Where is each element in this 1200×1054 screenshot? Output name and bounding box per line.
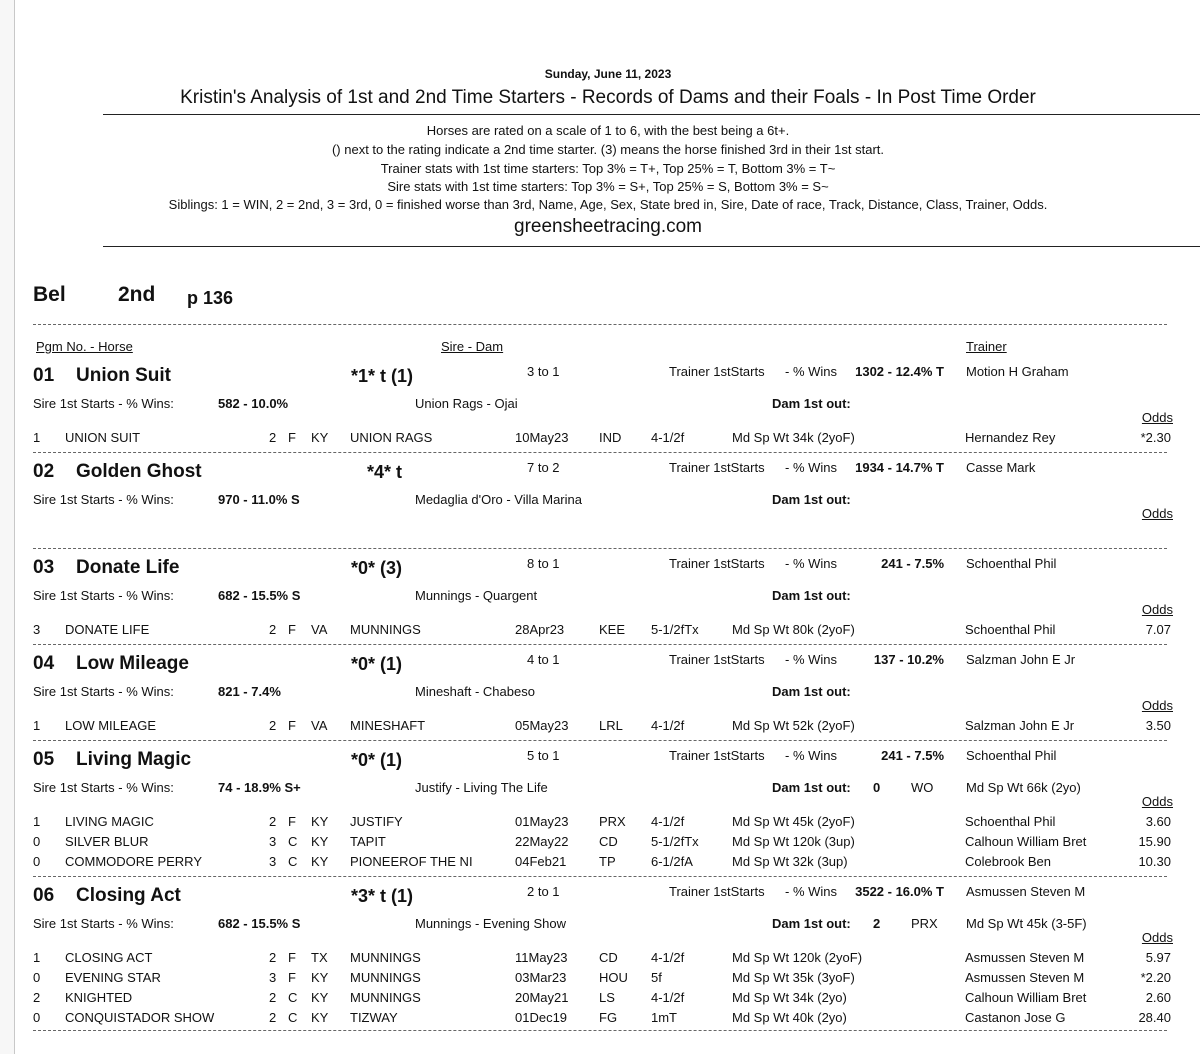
- trainer-name: Asmussen Steven M: [966, 884, 1086, 899]
- sibling-odds: *2.20: [1140, 970, 1171, 985]
- sire-dam: Justify - Living The Life: [415, 780, 548, 795]
- sibling-age: 2: [269, 1010, 277, 1025]
- dam-first-out-label: Dam 1st out:: [772, 396, 851, 411]
- dam-first-out-label: Dam 1st out:: [772, 780, 851, 795]
- pct-wins-label: - % Wins: [785, 364, 837, 379]
- sibling-odds: 2.60: [1145, 990, 1171, 1005]
- sire-stat-label: Sire 1st Starts - % Wins:: [33, 588, 174, 603]
- sibling-sire: MUNNINGS: [350, 990, 421, 1005]
- trainer-name: Salzman John E Jr: [966, 652, 1076, 667]
- sibling-class: Md Sp Wt 80k (2yoF): [732, 622, 855, 637]
- title-rule: [103, 114, 1200, 115]
- sibling-trainer: Castanon Jose G: [965, 1010, 1066, 1025]
- sibling-track: CD: [599, 950, 618, 965]
- sibling-distance: 4-1/2f: [651, 718, 685, 733]
- sibling-finish: 0: [33, 970, 41, 985]
- sibling-race-date: 20May21: [515, 990, 569, 1005]
- horse-name: Golden Ghost: [76, 461, 202, 482]
- morning-line-odds: 8 to 1: [527, 556, 560, 571]
- sibling-age: 2: [269, 718, 277, 733]
- sibling-race-date: 01Dec19: [515, 1010, 568, 1025]
- sibling-trainer: Asmussen Steven M: [965, 950, 1085, 965]
- column-header-trainer: Trainer: [966, 339, 1007, 354]
- trainer-stat-label: Trainer 1stStarts: [669, 364, 765, 379]
- entry-divider: [33, 1030, 1167, 1031]
- entry-divider: [33, 740, 1167, 741]
- sibling-sire: MUNNINGS: [350, 970, 421, 985]
- sibling-race-date: 11May23: [515, 950, 568, 965]
- sibling-race-date: 04Feb21: [515, 854, 567, 869]
- dam-first-out-class: Md Sp Wt 45k (3-5F): [966, 916, 1087, 931]
- sibling-finish: 3: [33, 622, 41, 637]
- sibling-state: KY: [311, 430, 329, 445]
- program-number: 04: [33, 653, 55, 674]
- program-number: 03: [33, 557, 55, 578]
- sibling-trainer: Calhoun William Bret: [965, 834, 1087, 849]
- sibling-race-date: 22May22: [515, 834, 569, 849]
- sire-dam: Medaglia d'Oro - Villa Marina: [415, 492, 582, 507]
- sibling-name: COMMODORE PERRY: [65, 854, 202, 869]
- sibling-sex: C: [288, 854, 298, 869]
- sibling-race-date: 01May23: [515, 814, 569, 829]
- dam-first-out-label: Dam 1st out:: [772, 492, 851, 507]
- sibling-track: PRX: [599, 814, 626, 829]
- sibling-distance: 4-1/2f: [651, 430, 685, 445]
- sibling-track: IND: [599, 430, 622, 445]
- trainer-stat-label: Trainer 1stStarts: [669, 652, 765, 667]
- sibling-distance: 5-1/2fTx: [651, 622, 699, 637]
- sibling-sex: C: [288, 1010, 298, 1025]
- sibling-sex: F: [288, 814, 296, 829]
- legend-line-trainer: Trainer stats with 1st time starters: Top 3% = T+, Top 25% = T, Bottom 3% = T~: [380, 161, 836, 176]
- sibling-odds: 10.30: [1138, 854, 1171, 869]
- trainer-stat-value: 1302 - 12.4% T: [855, 364, 944, 379]
- horse-rating: *0* (1): [351, 654, 403, 674]
- dam-first-out-track: PRX: [911, 916, 938, 931]
- entry-divider: [33, 876, 1167, 877]
- column-header-horse: Pgm No. - Horse: [36, 339, 133, 354]
- sibling-class: Md Sp Wt 45k (2yoF): [732, 814, 855, 829]
- sibling-age: 3: [269, 854, 277, 869]
- column-header-sire-dam: Sire - Dam: [441, 339, 504, 354]
- sibling-odds: *2.30: [1140, 430, 1171, 445]
- sibling-trainer: Hernandez Rey: [965, 430, 1056, 445]
- sibling-class: Md Sp Wt 35k (3yoF): [732, 970, 855, 985]
- sibling-finish: 0: [33, 834, 41, 849]
- race-number: 2nd: [118, 283, 156, 306]
- sibling-trainer: Schoenthal Phil: [965, 622, 1056, 637]
- sire-stat-value: 682 - 15.5% S: [218, 916, 301, 931]
- sibling-trainer: Colebrook Ben: [965, 854, 1051, 869]
- sibling-odds: 3.60: [1145, 814, 1171, 829]
- program-page: p 136: [187, 288, 234, 308]
- sibling-track: TP: [599, 854, 616, 869]
- sibling-sire: PIONEEROF THE NI: [350, 854, 473, 869]
- sibling-class: Md Sp Wt 120k (2yoF): [732, 950, 863, 965]
- sibling-finish: 2: [33, 990, 41, 1005]
- sibling-track: LRL: [599, 718, 623, 733]
- sibling-state: KY: [311, 854, 329, 869]
- sibling-track: HOU: [599, 970, 628, 985]
- sibling-sex: F: [288, 430, 296, 445]
- trainer-stat-label: Trainer 1stStarts: [669, 884, 765, 899]
- sibling-class: Md Sp Wt 120k (3up): [732, 834, 855, 849]
- program-number: 02: [33, 461, 55, 482]
- sibling-trainer: Asmussen Steven M: [965, 970, 1085, 985]
- sibling-class: Md Sp Wt 40k (2yo): [732, 1010, 847, 1025]
- entry-divider: [33, 548, 1167, 549]
- greensheet-page: [14, 0, 1200, 1054]
- sibling-name: SILVER BLUR: [65, 834, 149, 849]
- sibling-state: TX: [311, 950, 328, 965]
- trainer-name: Schoenthal Phil: [966, 556, 1057, 571]
- morning-line-odds: 7 to 2: [527, 460, 560, 475]
- sibling-name: CONQUISTADOR SHOW: [65, 1010, 215, 1025]
- pct-wins-label: - % Wins: [785, 556, 837, 571]
- sire-stat-value: 582 - 10.0%: [218, 396, 289, 411]
- sibling-class: Md Sp Wt 34k (2yoF): [732, 430, 855, 445]
- trainer-stat-label: Trainer 1stStarts: [669, 460, 765, 475]
- sibling-track: FG: [599, 1010, 618, 1025]
- report-date: Sunday, June 11, 2023: [544, 67, 672, 81]
- sibling-state: KY: [311, 1010, 329, 1025]
- sire-stat-value: 970 - 11.0% S: [218, 492, 300, 507]
- pct-wins-label: - % Wins: [785, 884, 837, 899]
- sibling-class: Md Sp Wt 52k (2yoF): [732, 718, 855, 733]
- odds-header: Odds: [1141, 602, 1173, 617]
- morning-line-odds: 4 to 1: [527, 652, 560, 667]
- sire-dam: Mineshaft - Chabeso: [415, 684, 535, 699]
- horse-name: Union Suit: [76, 365, 171, 386]
- sire-stat-label: Sire 1st Starts - % Wins:: [33, 396, 174, 411]
- legend-line-rating: Horses are rated on a scale of 1 to 6, with the best being a 6t+.: [426, 123, 790, 138]
- dam-first-out-label: Dam 1st out:: [772, 684, 851, 699]
- legend-line-siblings: Siblings: 1 = WIN, 2 = 2nd, 3 = 3rd, 0 = finished worse than 3rd, Name, Age, Sex, State bred in, Sire, Date of race, Track, Distance, Class, Trainer, Odds.: [168, 197, 1048, 212]
- sibling-state: KY: [311, 990, 329, 1005]
- sibling-name: LIVING MAGIC: [65, 814, 154, 829]
- sibling-name: LOW MILEAGE: [65, 718, 157, 733]
- sibling-distance: 6-1/2fA: [651, 854, 693, 869]
- sibling-state: KY: [311, 814, 329, 829]
- sibling-state: VA: [311, 718, 328, 733]
- sibling-sex: C: [288, 834, 298, 849]
- sibling-finish: 1: [33, 718, 41, 733]
- sire-stat-label: Sire 1st Starts - % Wins:: [33, 492, 174, 507]
- odds-header: Odds: [1141, 930, 1173, 945]
- sibling-age: 2: [269, 430, 277, 445]
- sibling-sex: F: [288, 622, 296, 637]
- horse-rating: *4* t: [367, 462, 403, 482]
- sibling-class: Md Sp Wt 34k (2yo): [732, 990, 847, 1005]
- sibling-distance: 1mT: [651, 1010, 677, 1025]
- sibling-sire: JUSTIFY: [350, 814, 403, 829]
- sibling-race-date: 10May23: [515, 430, 569, 445]
- sibling-state: VA: [311, 622, 328, 637]
- sibling-age: 3: [269, 834, 277, 849]
- sibling-sire: MUNNINGS: [350, 622, 421, 637]
- sibling-distance: 4-1/2f: [651, 950, 685, 965]
- pct-wins-label: - % Wins: [785, 460, 837, 475]
- dam-first-out-label: Dam 1st out:: [772, 588, 851, 603]
- sibling-name: CLOSING ACT: [65, 950, 153, 965]
- sibling-sire: MUNNINGS: [350, 950, 421, 965]
- sibling-name: UNION SUIT: [65, 430, 141, 445]
- sibling-sire: TIZWAY: [350, 1010, 398, 1025]
- trainer-stat-label: Trainer 1stStarts: [669, 748, 765, 763]
- horse-rating: *0* (1): [351, 750, 403, 770]
- divider: [33, 324, 1167, 325]
- program-number: 01: [33, 365, 55, 386]
- sibling-finish: 0: [33, 1010, 41, 1025]
- pct-wins-label: - % Wins: [785, 652, 837, 667]
- sibling-odds: 7.07: [1145, 622, 1171, 637]
- sibling-distance: 4-1/2f: [651, 814, 685, 829]
- horse-rating: *3* t (1): [351, 886, 414, 906]
- dam-first-out-label: Dam 1st out:: [772, 916, 851, 931]
- sibling-name: DONATE LIFE: [65, 622, 150, 637]
- trainer-stat-value: 241 - 7.5%: [881, 556, 944, 571]
- horse-name: Living Magic: [76, 749, 192, 770]
- sibling-odds: 15.90: [1138, 834, 1171, 849]
- sibling-sex: C: [288, 990, 298, 1005]
- website-link[interactable]: greensheetracing.com: [514, 216, 702, 237]
- sibling-distance: 4-1/2f: [651, 990, 685, 1005]
- sire-stat-label: Sire 1st Starts - % Wins:: [33, 916, 174, 931]
- sibling-age: 3: [269, 970, 277, 985]
- dam-first-out-track: WO: [911, 780, 934, 795]
- program-number: 05: [33, 749, 55, 770]
- sibling-name: EVENING STAR: [65, 970, 161, 985]
- sibling-odds: 3.50: [1145, 718, 1171, 733]
- sibling-odds: 5.97: [1145, 950, 1171, 965]
- morning-line-odds: 3 to 1: [527, 364, 560, 379]
- sire-stat-value: 74 - 18.9% S+: [218, 780, 301, 795]
- sibling-track: CD: [599, 834, 618, 849]
- trainer-name: Motion H Graham: [966, 364, 1069, 379]
- sire-stat-value: 682 - 15.5% S: [218, 588, 301, 603]
- sibling-sex: F: [288, 950, 296, 965]
- horse-name: Low Mileage: [76, 653, 189, 674]
- trainer-name: Casse Mark: [966, 460, 1036, 475]
- sibling-race-date: 03Mar23: [515, 970, 567, 985]
- sibling-race-date: 28Apr23: [515, 622, 565, 637]
- sibling-state: KY: [311, 834, 329, 849]
- sibling-distance: 5-1/2fTx: [651, 834, 699, 849]
- sire-dam: Union Rags - Ojai: [415, 396, 518, 411]
- morning-line-odds: 2 to 1: [527, 884, 560, 899]
- sibling-finish: 1: [33, 430, 41, 445]
- entry-divider: [33, 644, 1167, 645]
- morning-line-odds: 5 to 1: [527, 748, 560, 763]
- entry-divider: [33, 452, 1167, 453]
- horse-name: Closing Act: [76, 885, 181, 906]
- pct-wins-label: - % Wins: [785, 748, 837, 763]
- trainer-stat-value: 1934 - 14.7% T: [855, 460, 944, 475]
- odds-header: Odds: [1141, 506, 1173, 521]
- sibling-sire: MINESHAFT: [350, 718, 426, 733]
- sibling-sire: TAPIT: [350, 834, 386, 849]
- sire-stat-value: 821 - 7.4%: [218, 684, 281, 699]
- sibling-trainer: Salzman John E Jr: [965, 718, 1075, 733]
- sire-stat-label: Sire 1st Starts - % Wins:: [33, 684, 174, 699]
- sibling-sex: F: [288, 718, 296, 733]
- trainer-name: Schoenthal Phil: [966, 748, 1057, 763]
- sibling-trainer: Calhoun William Bret: [965, 990, 1087, 1005]
- trainer-stat-label: Trainer 1stStarts: [669, 556, 765, 571]
- sibling-track: KEE: [599, 622, 626, 637]
- track-code: Bel: [33, 283, 66, 306]
- sibling-age: 2: [269, 814, 277, 829]
- dam-first-out-finish: 0: [873, 780, 881, 795]
- dam-first-out-finish: 2: [873, 916, 881, 931]
- sire-dam: Munnings - Quargent: [415, 588, 538, 603]
- legend-line-second-start: () next to the rating indicate a 2nd time starter. (3) means the horse finished 3rd in their 1st start.: [331, 142, 885, 157]
- sibling-age: 2: [269, 950, 277, 965]
- horse-rating: *1* t (1): [351, 366, 414, 386]
- trainer-stat-value: 3522 - 16.0% T: [855, 884, 944, 899]
- odds-header: Odds: [1141, 698, 1173, 713]
- header-rule: [103, 246, 1200, 247]
- trainer-stat-value: 137 - 10.2%: [873, 652, 944, 667]
- sibling-name: KNIGHTED: [65, 990, 133, 1005]
- legend-line-sire: Sire stats with 1st time starters: Top 3% = S+, Top 25% = S, Bottom 3% = S~: [387, 179, 829, 194]
- horse-rating: *0* (3): [351, 558, 403, 578]
- sibling-state: KY: [311, 970, 329, 985]
- odds-header: Odds: [1141, 410, 1173, 425]
- sibling-age: 2: [269, 990, 277, 1005]
- sibling-sire: UNION RAGS: [350, 430, 433, 445]
- sibling-trainer: Schoenthal Phil: [965, 814, 1056, 829]
- sibling-age: 2: [269, 622, 277, 637]
- sibling-odds: 28.40: [1138, 1010, 1171, 1025]
- horse-name: Donate Life: [76, 557, 180, 578]
- report-title: Kristin's Analysis of 1st and 2nd Time Starters - Records of Dams and their Foals - In Post Time Order: [180, 87, 1036, 108]
- program-number: 06: [33, 885, 55, 906]
- sibling-finish: 1: [33, 950, 41, 965]
- sibling-track: LS: [599, 990, 615, 1005]
- sibling-race-date: 05May23: [515, 718, 569, 733]
- odds-header: Odds: [1141, 794, 1173, 809]
- sibling-class: Md Sp Wt 32k (3up): [732, 854, 848, 869]
- sibling-distance: 5f: [651, 970, 662, 985]
- sibling-finish: 0: [33, 854, 41, 869]
- trainer-stat-value: 241 - 7.5%: [881, 748, 944, 763]
- sibling-sex: F: [288, 970, 296, 985]
- dam-first-out-class: Md Sp Wt 66k (2yo): [966, 780, 1081, 795]
- sibling-finish: 1: [33, 814, 41, 829]
- sire-dam: Munnings - Evening Show: [415, 916, 567, 931]
- sire-stat-label: Sire 1st Starts - % Wins:: [33, 780, 174, 795]
